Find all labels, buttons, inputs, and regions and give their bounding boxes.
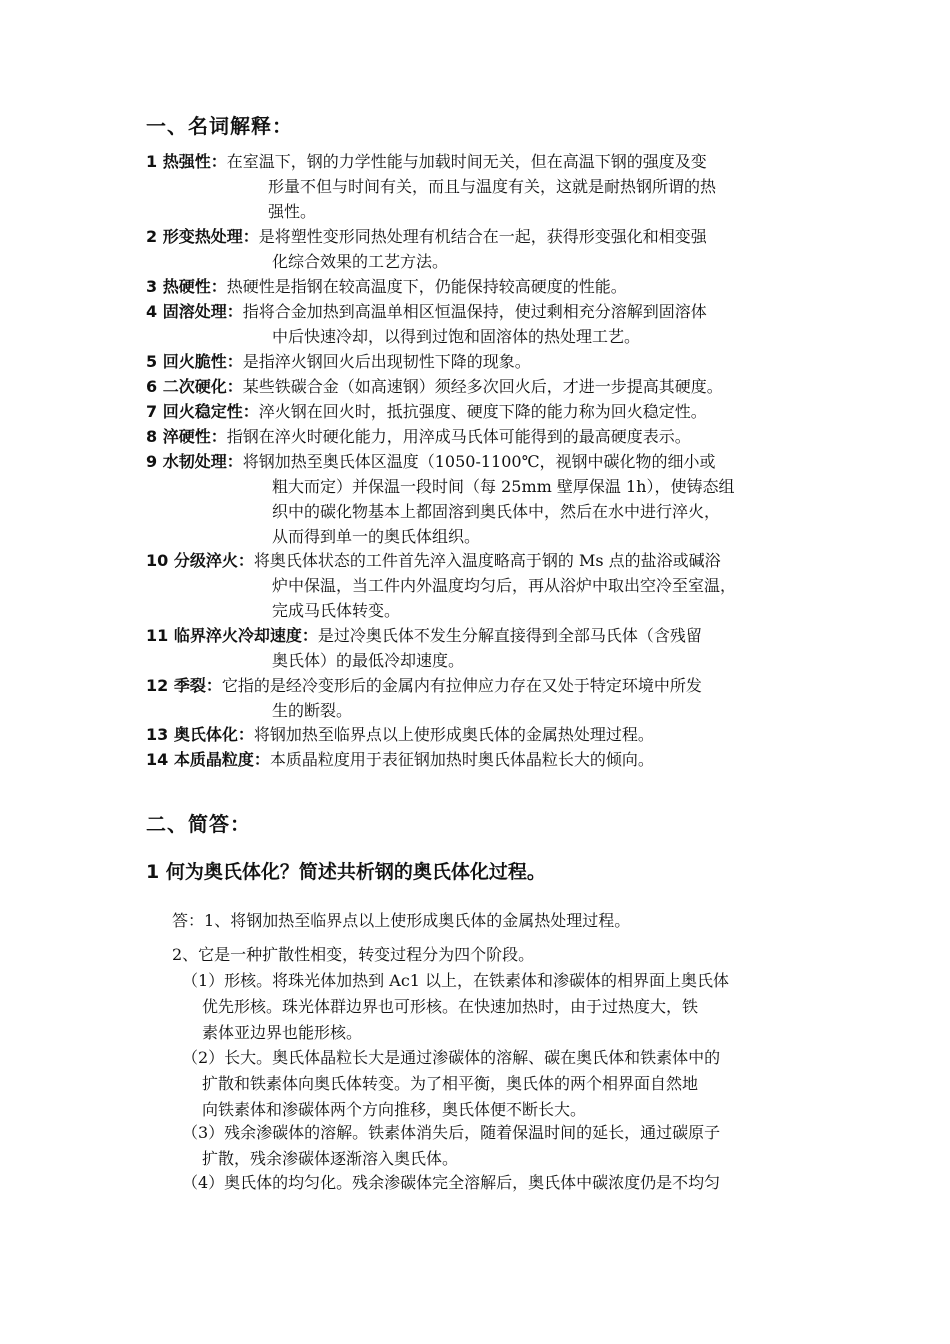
term-item	[146, 349, 810, 374]
step-text: （3）残余渗碳体的溶解。铁素体消失后，随着保温时间的延长，通过碳原子	[182, 1123, 721, 1142]
term-definition: 将钢加热至临界点以上使形成奥氏体的金属热处理过程。	[253, 725, 654, 744]
term-item	[146, 224, 810, 274]
term-item	[146, 274, 810, 299]
term-item	[146, 299, 810, 349]
term-label: 14 本质晶粒度：	[146, 750, 270, 769]
term-label: 6 二次硬化：	[146, 377, 243, 396]
question-title: 1 何为奥氏体化？简述共析钢的奥氏体化过程。	[146, 861, 546, 883]
term-label: 12 季裂：	[146, 676, 222, 695]
term-label: 9 水韧处理：	[146, 452, 243, 471]
term-definition-cont: 形量不但与时间有关，而且与温度有关，这就是耐热钢所谓的热	[268, 177, 717, 196]
term-definition-cont: 奥氏体）的最低冷却速度。	[272, 651, 465, 670]
term-label: 4 固溶处理：	[146, 302, 243, 321]
step-text: （4）奥氏体的均匀化。残余渗碳体完全溶解后，奥氏体中碳浓度仍是不均匀	[182, 1173, 721, 1192]
step-text: （1）形核。将珠光体加热到 Ac1 以上，在铁素体和渗碳体的相界面上奥氏体	[182, 971, 730, 990]
term-definition: 指钢在淬火时硬化能力，用淬成马氏体可能得到的最高硬度表示。	[226, 427, 691, 446]
term-definition-cont: 化综合效果的工艺方法。	[272, 252, 449, 271]
term-definition-cont: 炉中保温，当工件内外温度均匀后，再从浴炉中取出空冷至室温，	[272, 576, 737, 595]
term-label: 8 淬硬性：	[146, 427, 227, 446]
term-item	[146, 548, 810, 623]
term-definition: 在室温下，钢的力学性能与加载时间无关，但在高温下钢的强度及变	[226, 152, 707, 171]
term-definition: 是过冷奥氏体不发生分解直接得到全部马氏体（含残留	[317, 626, 702, 645]
answer-step	[182, 1170, 720, 1196]
answer-step	[182, 1045, 720, 1123]
term-definition: 淬火钢在回火时，抵抗强度、硬度下降的能力称为回火稳定性。	[258, 402, 707, 421]
term-definition: 本质晶粒度用于表征钢加热时奥氏体晶粒长大的倾向。	[269, 750, 654, 769]
step-text-cont: 优先形核。珠光体群边界也可形核。在快速加热时，由于过热度大，铁	[202, 997, 699, 1016]
term-definition-cont: 粗大而定）并保温一段时间（每 25mm 壁厚保温 1h），使铸态组	[272, 477, 735, 496]
term-definition-cont: 生的断裂。	[272, 701, 353, 720]
term-label: 5 回火脆性：	[146, 352, 243, 371]
step-text-cont: 扩散和铁素体向奥氏体转变。为了相平衡，奥氏体的两个相界面自然地	[202, 1074, 699, 1093]
answer-label: 答：	[172, 911, 205, 930]
answer-text: 1、将钢加热至临界点以上使形成奥氏体的金属热处理过程。	[204, 911, 631, 930]
term-item	[146, 722, 810, 747]
term-label: 10 分级淬火：	[146, 551, 254, 570]
term-item	[146, 449, 810, 549]
term-item	[146, 399, 810, 424]
term-definition-cont: 强性。	[268, 202, 317, 221]
term-item	[146, 424, 810, 449]
term-label: 7 回火稳定性：	[146, 402, 259, 421]
term-definition-cont: 从而得到单一的奥氏体组织。	[272, 527, 481, 546]
answer-step	[182, 1120, 720, 1172]
term-definition: 它指的是经冷变形后的金属内有拉伸应力存在又处于特定环境中所发	[221, 676, 702, 695]
term-definition: 某些铁碳合金（如高速钢）须经多次回火后，才进一步提高其硬度。	[242, 377, 723, 396]
term-label: 2 形变热处理：	[146, 227, 259, 246]
term-label: 13 奥氏体化：	[146, 725, 254, 744]
section-heading-definitions: 一、名词解释：	[146, 114, 293, 138]
term-definition-cont: 中后快速冷却，以得到过饱和固溶体的热处理工艺。	[272, 327, 641, 346]
term-definition: 是指淬火钢回火后出现韧性下降的现象。	[242, 352, 531, 371]
step-text-cont: 素体亚边界也能形核。	[202, 1023, 363, 1042]
term-label: 11 临界淬火冷却速度：	[146, 626, 318, 645]
term-definition: 将奥氏体状态的工件首先淬入温度略高于钢的 Ms 点的盐浴或碱浴	[253, 551, 721, 570]
step-text: （2）长大。奥氏体晶粒长大是通过渗碳体的溶解、碳在奥氏体和铁素体中的	[182, 1048, 721, 1067]
term-definition: 是将塑性变形同热处理有机结合在一起，获得形变强化和相变强	[258, 227, 707, 246]
term-definition-cont: 织中的碳化物基本上都固溶到奥氏体中，然后在水中进行淬火，	[272, 502, 721, 521]
answer-point-1	[172, 908, 630, 934]
term-definition: 将钢加热至奥氏体区温度（1050-1100℃，视钢中碳化物的细小或	[242, 452, 716, 471]
term-definition: 指将合金加热到高温单相区恒温保持，使过剩相充分溶解到固溶体	[242, 302, 707, 321]
answer-point-2: 2、它是一种扩散性相变，转变过程分为四个阶段。	[172, 945, 535, 964]
answer-step	[182, 968, 729, 1046]
step-text-cont: 扩散，残余渗碳体逐渐溶入奥氏体。	[202, 1149, 459, 1168]
term-item	[146, 623, 810, 673]
term-label: 3 热硬性：	[146, 277, 227, 296]
term-item	[146, 374, 810, 399]
term-definition: 热硬性是指钢在较高温度下，仍能保持较高硬度的性能。	[226, 277, 627, 296]
term-definition-cont: 完成马氏体转变。	[272, 601, 401, 620]
term-label: 1 热强性：	[146, 152, 227, 171]
step-text-cont: 向铁素体和渗碳体两个方向推移，奥氏体便不断长大。	[202, 1100, 587, 1119]
term-item	[146, 673, 810, 723]
section-heading-short-answer: 二、简答：	[146, 812, 251, 836]
term-item	[146, 747, 810, 772]
term-item	[146, 149, 810, 224]
